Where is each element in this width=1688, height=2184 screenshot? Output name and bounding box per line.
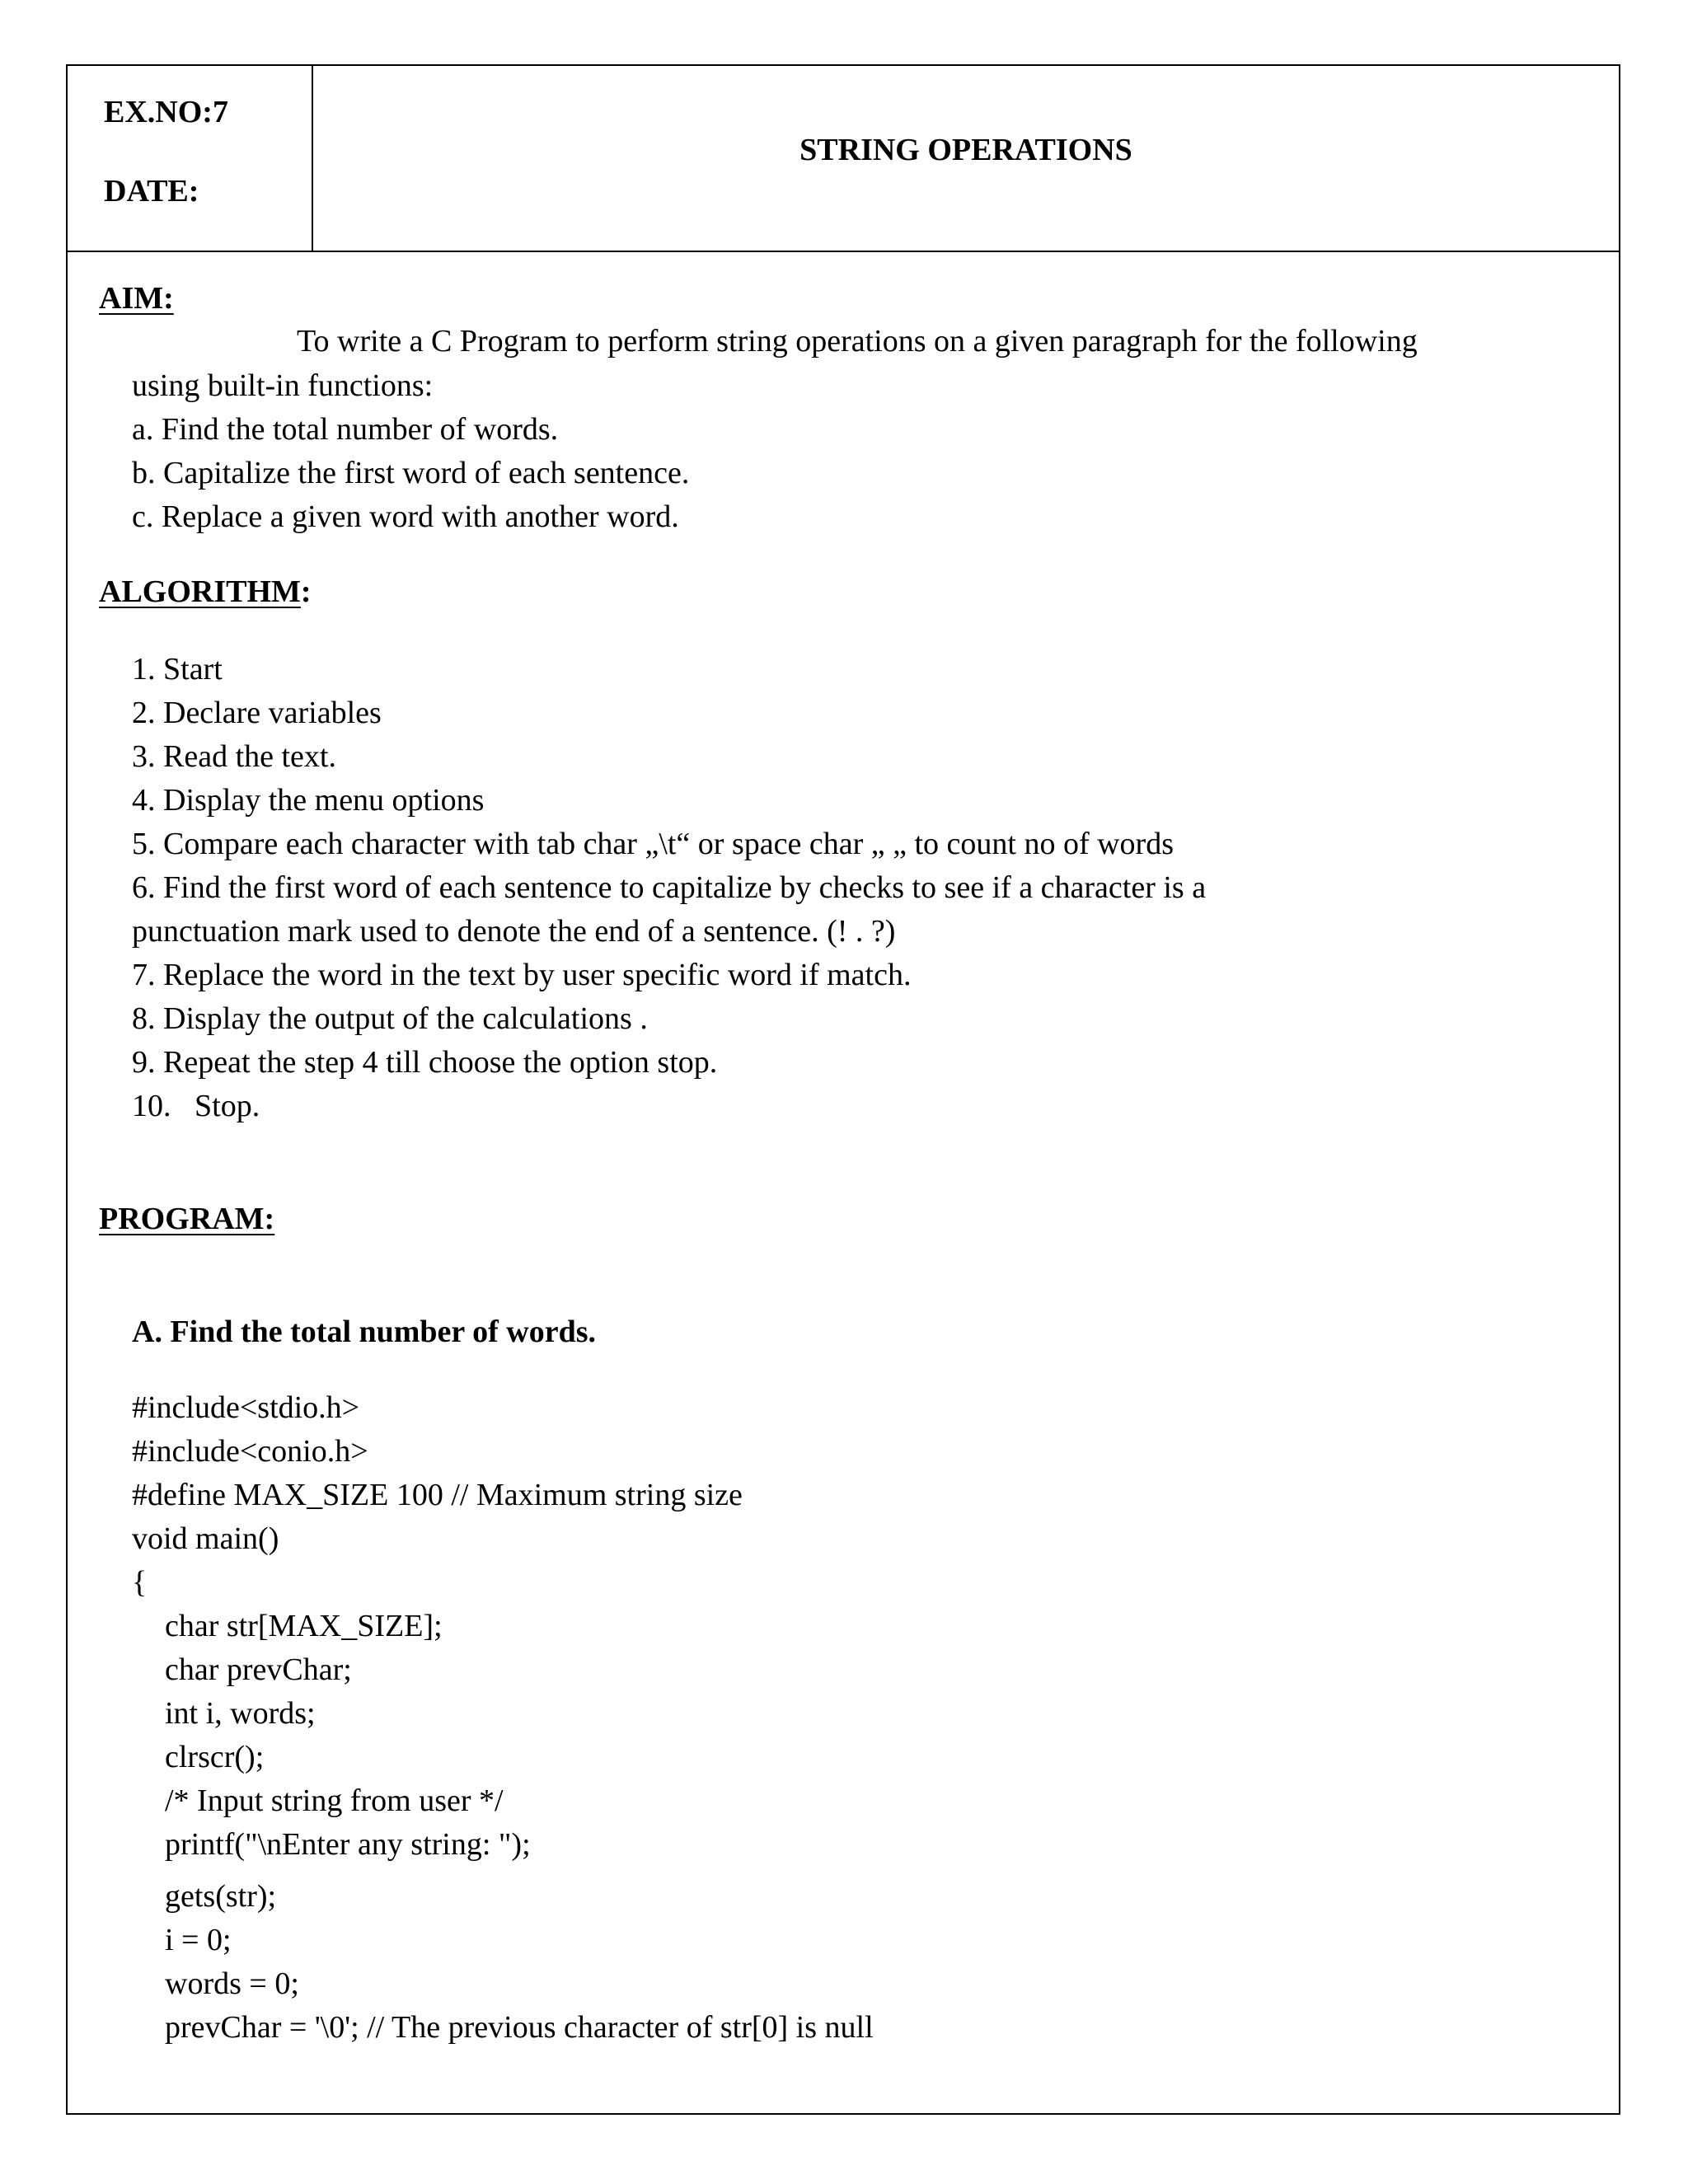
program-heading: PROGRAM:	[99, 1202, 275, 1236]
code-line: gets(str);	[165, 1879, 277, 1914]
algorithm-step: 7. Replace the word in the text by user specific word if match.	[132, 958, 912, 992]
aim-item-a: a. Find the total number of words.	[132, 412, 559, 447]
aim-line-1: To write a C Program to perform string operations on a given paragraph for the following	[297, 324, 1418, 359]
page-title: STRING OPERATIONS	[799, 133, 1132, 167]
algorithm-step: 5. Compare each character with tab char „\t“ or space char „ „ to count no of words	[132, 827, 1174, 861]
algorithm-step: 9. Repeat the step 4 till choose the option stop.	[132, 1045, 718, 1080]
aim-heading: AIM:	[99, 281, 174, 316]
aim-item-c: c. Replace a given word with another word.	[132, 499, 679, 534]
code-line: char str[MAX_SIZE];	[165, 1609, 443, 1643]
code-line: i = 0;	[165, 1923, 232, 1957]
header-table	[68, 66, 1619, 252]
code-line: #include<stdio.h>	[132, 1390, 360, 1425]
exercise-number: EX.NO:7	[104, 95, 228, 129]
algorithm-step: 2. Declare variables	[132, 696, 382, 730]
section-a-heading: A. Find the total number of words.	[132, 1315, 596, 1349]
code-line: printf("\nEnter any string: ");	[165, 1827, 531, 1862]
algorithm-heading: ALGORITHM:	[99, 574, 312, 609]
algorithm-step: 10. Stop.	[132, 1089, 260, 1123]
code-line: #define MAX_SIZE 100 // Maximum string size	[132, 1478, 743, 1512]
aim-line-2: using built-in functions:	[132, 368, 434, 403]
code-line: words = 0;	[165, 1966, 299, 2001]
code-line: {	[132, 1565, 148, 1600]
aim-item-b: b. Capitalize the first word of each sentence.	[132, 456, 690, 490]
algorithm-step: 4. Display the menu options	[132, 783, 485, 818]
code-line: int i, words;	[165, 1696, 316, 1731]
code-line: char prevChar;	[165, 1652, 352, 1687]
algorithm-step: 1. Start	[132, 652, 223, 687]
algorithm-step: 8. Display the output of the calculations .	[132, 1001, 648, 1036]
algorithm-step: 3. Read the text.	[132, 739, 336, 774]
algorithm-step-continued: punctuation mark used to denote the end of a sentence. (! . ?)	[132, 914, 896, 949]
header-left-cell	[68, 66, 313, 251]
code-line: void main()	[132, 1521, 279, 1556]
algorithm-step: 6. Find the first word of each sentence to capitalize by checks to see if a character is a	[132, 870, 1207, 905]
code-line: clrscr();	[165, 1740, 265, 1774]
code-line: prevChar = '\0'; // The previous character of str[0] is null	[165, 2010, 874, 2045]
date-label: DATE:	[104, 174, 199, 209]
code-line: /* Input string from user */	[165, 1783, 504, 1818]
code-line: #include<conio.h>	[132, 1434, 368, 1469]
